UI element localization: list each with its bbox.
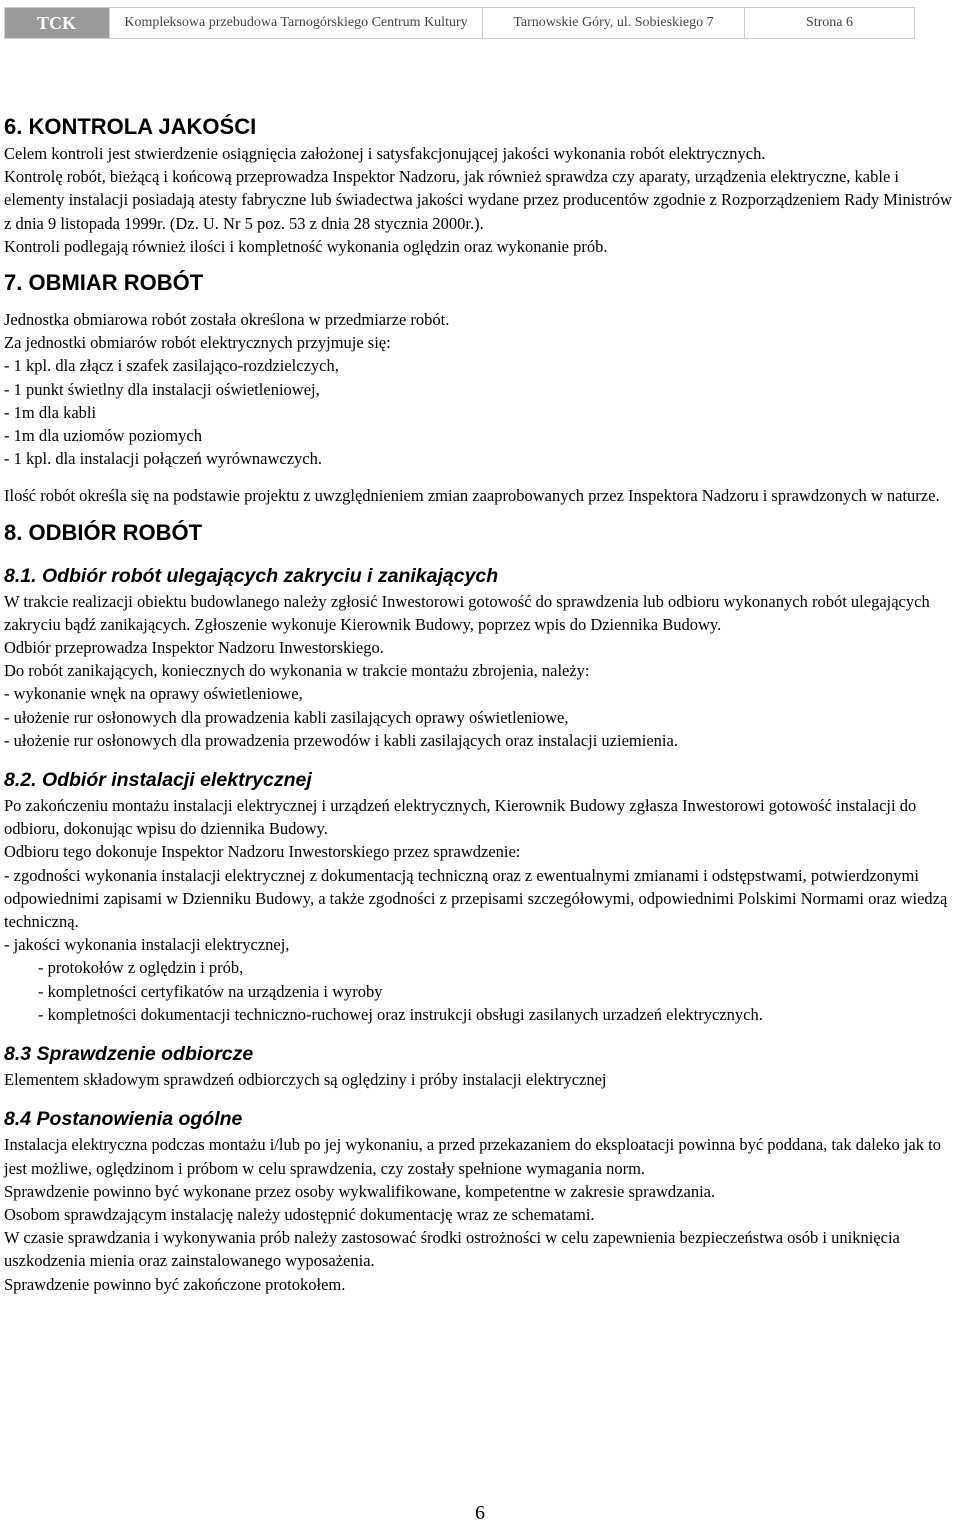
paragraph: Instalacja elektryczna podczas montażu i/lub po jej wykonaniu, a przed przekazaniem do eksploatacji powinna być poddana, tak daleko jak to jest możliwe, oględzinom i próbom w celu sprawdzenia, czy zostały spełnione wymagania norm. — [4, 1135, 941, 1178]
list-item: - 1 kpl. dla złącz i szafek zasilająco-rozdzielczych, — [4, 356, 339, 376]
document-body — [4, 112, 954, 1296]
paragraph: Sprawdzenie powinno być wykonane przez osoby wykwalifikowane, kompetentne w zakresie sprawdzania. — [4, 1181, 716, 1201]
list-item: - ułożenie rur osłonowych dla prowadzenia kabli zasilających oprawy oświetleniowe, — [4, 707, 569, 727]
section-8-heading: 8. ODBIÓR ROBÓT — [4, 519, 203, 545]
list-item: - 1m dla kabli — [4, 402, 97, 422]
list-item: - 1 kpl. dla instalacji połączeń wyrównawczych. — [4, 449, 322, 469]
list-item: - wykonanie wnęk na oprawy oświetleniowe, — [4, 684, 303, 704]
paragraph: W trakcie realizacji obiektu budowlanego należy zgłosić Inwestorowi gotowość do sprawdzenia lub odbioru wykonanych robót ulegających zakryciu bądź zanikających. Zgłoszenie wykonuje Kierownik Budowy, poprzez wpis do Dziennika Budowy. — [4, 591, 930, 634]
page-header — [4, 7, 915, 39]
address: Tarnowskie Góry, ul. Sobieskiego 7 — [482, 8, 744, 38]
paragraph: W czasie sprawdzania i wykonywania prób należy zastosować środki ostrożności w celu zapewnienia bezpieczeństwa osób i uniknięcia uszkodzenia mienia oraz zainstalowanego wyposażenia. — [4, 1228, 900, 1271]
paragraph: Do robót zanikających, koniecznych do wykonania w trakcie montażu zbrojenia, należy: — [4, 661, 590, 681]
section-7-heading: 7. OBMIAR ROBÓT — [4, 270, 204, 296]
paragraph: Osobom sprawdzającym instalację należy udostępnić dokumentację wraz ze schematami. — [4, 1204, 595, 1224]
paragraph: Celem kontroli jest stwierdzenie osiągnięcia założonej i satysfakcjonującej jakości wykonania robót elektrycznych. — [4, 144, 766, 163]
paragraph: Odbioru tego dokonuje Inspektor Nadzoru Inwestorskiego przez sprawdzenie: — [4, 842, 521, 862]
sub-list-item: - kompletności certyfikatów na urządzenia i wyroby — [38, 981, 383, 1001]
sub-list-item: - kompletności dokumentacji techniczno-ruchowej oraz instrukcji obsługi zasilanych urzadzeń elektrycznych. — [38, 1004, 763, 1024]
section-6-heading: 6. KONTROLA JAKOŚCI — [4, 114, 257, 139]
paragraph: Jednostka obmiarowa robót została określona w przedmiarze robót. — [4, 310, 450, 330]
list-item: - 1 punkt świetlny dla instalacji oświetleniowej, — [4, 379, 320, 399]
list-item: - 1m dla uziomów poziomych — [4, 426, 202, 446]
document-title: Kompleksowa przebudowa Tarnogórskiego Centrum Kultury — [109, 8, 482, 38]
section-8-4-heading: 8.4 Postanowienia ogólne — [4, 1108, 243, 1131]
section-8-3-heading: 8.3 Sprawdzenie odbiorcze — [4, 1043, 254, 1066]
paragraph: Kontroli podlegają również ilości i kompletność wykonania oględzin oraz wykonanie prób. — [4, 236, 608, 256]
page-label: Strona 6 — [744, 8, 914, 38]
section-8-1-heading: 8.1. Odbiór robót ulegających zakryciu i zanikających — [4, 564, 499, 587]
paragraph: Za jednostki obmiarów robót elektrycznych przyjmuje się: — [4, 333, 391, 353]
paragraph: Kontrolę robót, bieżącą i końcową przeprowadza Inspektor Nadzoru, jak również sprawdza czy aparaty, urządzenia elektryczne, kable i elementy instalacji posiadają atesty fabryczne lub świadectwa jakości wydane przez producentów zgodnie z Rozporządzeniem Rady Ministrów z dnia 9 listopada 1999r. (Dz. U. Nr 5 poz. 53 z dnia 28 stycznia 2000r.). — [4, 167, 952, 233]
list-item: - zgodności wykonania instalacji elektrycznej z dokumentacją techniczną oraz z ewentualnymi zmianami i odstępstwami, potwierdzonymi odpowiednimi zapisami w Dzienniku Budowy, a także zgodności z przepisami szczegółowymi, odpowiednimi Polskimi Normami oraz wiedzą techniczną. — [4, 865, 948, 932]
list-item: - jakości wykonania instalacji elektrycznej, — [4, 935, 290, 955]
paragraph: Ilość robót określa się na podstawie projektu z uwzględnieniem zmian zaaprobowanych przez Inspektora Nadzoru i sprawdzonych w naturze. — [4, 486, 940, 506]
section-8-2-heading: 8.2. Odbiór instalacji elektrycznej — [4, 769, 312, 792]
paragraph: Sprawdzenie powinno być zakończone protokołem. — [4, 1274, 346, 1294]
list-item: - ułożenie rur osłonowych dla prowadzenia przewodów i kabli zasilających oraz instalacji uziemienia. — [4, 730, 678, 750]
sub-list-item: - protokołów z oględzin i prób, — [38, 958, 244, 978]
page-number: 6 — [475, 1502, 485, 1524]
paragraph: Po zakończeniu montażu instalacji elektrycznej i urządzeń elektrycznych, Kierownik Budowy zgłasza Inwestorowi gotowość instalacji do odbioru, dokonując wpisu do dziennika Budowy. — [4, 796, 917, 839]
tck-logo: TCK — [5, 8, 109, 38]
paragraph: Odbiór przeprowadza Inspektor Nadzoru Inwestorskiego. — [4, 638, 384, 658]
paragraph: Elementem składowym sprawdzeń odbiorczych są oględziny i próby instalacji elektrycznej — [4, 1070, 607, 1090]
